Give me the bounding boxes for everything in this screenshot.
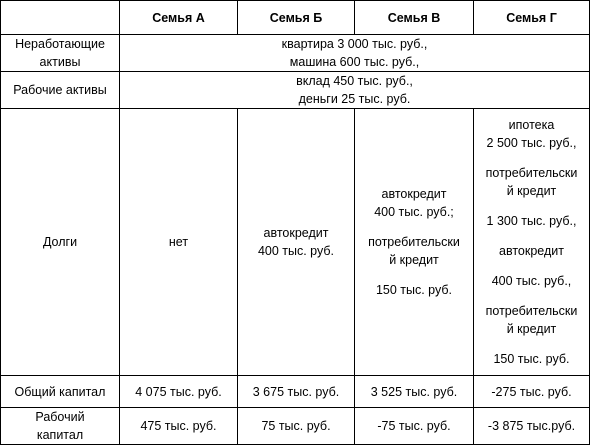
label-line: капитал — [36, 428, 84, 442]
debt-line: ипотека — [508, 118, 555, 132]
value-nonworking-assets — [120, 35, 590, 72]
working-capital-family-a: 475 тыс. руб. — [120, 408, 238, 445]
debt-line: 400 тыс. руб., — [491, 274, 572, 288]
value-line: машина 600 тыс. руб., — [289, 55, 420, 69]
header-family-g: Семья Г — [474, 1, 590, 35]
header-family-a: Семья А — [120, 1, 238, 35]
debt-line: й кредит — [389, 253, 439, 267]
row-total-capital — [1, 376, 590, 408]
label-nonworking-assets — [1, 35, 120, 72]
debt-line: й кредит — [506, 184, 557, 198]
total-capital-family-a: 4 075 тыс. руб. — [120, 376, 238, 408]
row-nonworking-assets — [1, 35, 590, 72]
header-family-b: Семья Б — [238, 1, 355, 35]
label-line: Рабочий — [35, 410, 85, 424]
debt-line: автокредит — [263, 226, 329, 240]
header-family-v: Семья В — [355, 1, 474, 35]
total-capital-family-b: 3 675 тыс. руб. — [238, 376, 355, 408]
debt-line: потребительски — [485, 304, 578, 318]
debts-family-v — [355, 109, 474, 376]
debt-line: 2 500 тыс. руб., — [486, 136, 577, 150]
debt-line: 400 тыс. руб.; — [374, 205, 454, 219]
debt-line: автокредит — [499, 244, 564, 258]
total-capital-family-v: 3 525 тыс. руб. — [355, 376, 474, 408]
debt-line: 400 тыс. руб. — [257, 244, 335, 258]
label-total-capital: Общий капитал — [1, 376, 120, 408]
label-debts: Долги — [1, 109, 120, 376]
working-capital-family-g: -3 875 тыс.руб. — [474, 408, 590, 445]
label-line: Неработающие — [15, 37, 105, 51]
value-working-assets — [120, 72, 590, 109]
header-row — [1, 1, 590, 35]
debt-line: 150 тыс. руб. — [493, 352, 570, 366]
value-line: вклад 450 тыс. руб., — [296, 74, 413, 88]
value-line: квартира 3 000 тыс. руб., — [281, 37, 428, 51]
debt-line: автокредит — [381, 187, 447, 201]
label-working-capital — [1, 408, 120, 445]
header-corner-cell — [1, 1, 120, 35]
debt-line: 150 тыс. руб. — [375, 283, 453, 297]
working-capital-family-b: 75 тыс. руб. — [238, 408, 355, 445]
label-line: активы — [39, 55, 81, 69]
debt-line: потребительски — [485, 166, 578, 180]
working-capital-family-v: -75 тыс. руб. — [355, 408, 474, 445]
label-working-assets: Рабочие активы — [1, 72, 120, 109]
debt-line: потребительски — [368, 235, 460, 249]
row-working-assets — [1, 72, 590, 109]
row-working-capital — [1, 408, 590, 445]
total-capital-family-g: -275 тыс. руб. — [474, 376, 590, 408]
debt-line: 1 300 тыс. руб., — [486, 214, 577, 228]
debt-line: й кредит — [506, 322, 557, 336]
value-line: деньги 25 тыс. руб. — [298, 92, 411, 106]
debts-family-a: нет — [120, 109, 238, 376]
debts-family-b — [238, 109, 355, 376]
row-debts — [1, 109, 590, 376]
debts-family-g — [474, 109, 590, 376]
